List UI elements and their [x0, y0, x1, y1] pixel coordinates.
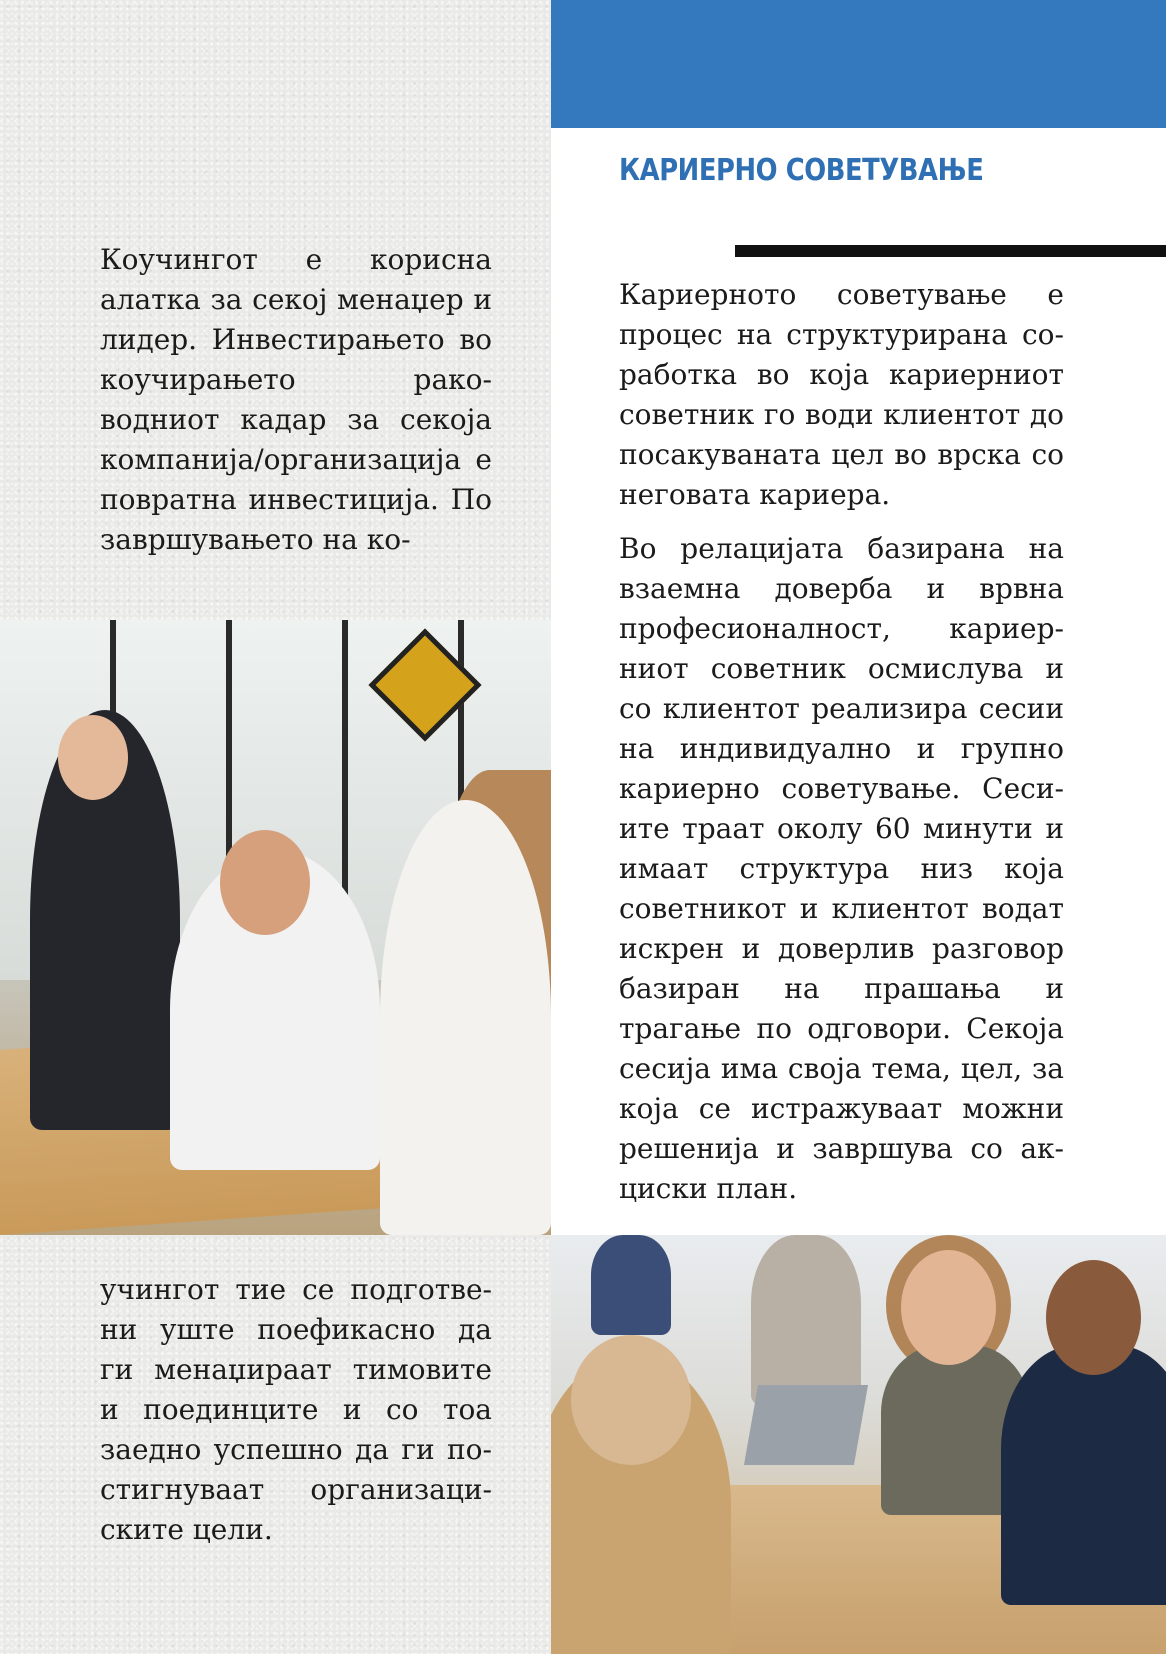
right-paragraph-1: Кариерното советување е процес на структурирана соработка во која кариерниот советник го води клиентот до посакуваната цел во врска со неговата кариера. [619, 278, 1064, 511]
group-discussion-photo [551, 1235, 1166, 1654]
left-column-text-top [100, 240, 492, 560]
left-column-text-bottom [100, 1270, 492, 1550]
left-paragraph-bottom: учингот тие се подготвени уште поефикасно да ги менаџираат тимовите и поединците и со тоа заедно успешно да ги постигнуваат организациските цели. [100, 1273, 492, 1546]
office-meeting-photo [0, 620, 551, 1235]
blue-header-band [551, 0, 1166, 128]
left-paragraph-top: Коучингот е корисна алатка за секој менаџер и лидер. Инвестирањето во коучирањето раководниот кадар за секоја компанија/организација е повратна инвестиција. По завршувањето на ко- [100, 243, 492, 556]
section-heading: КАРИЕРНО СОВЕТУВАЊЕ [619, 153, 984, 188]
heading-underline-rule [735, 245, 1166, 257]
right-paragraph-2: Во релацијата базирана на взаемна доверба и врвна професионалност, кариерниот советник осмислува и со клиентот реализира сесии на индивидуално и групно кариерно советување. Сесиите траат околу 60 минути и имаат структура низ која советникот и клиентот водат искрен и доверлив разговор базиран на прашања и трагање по одговори. Секоја сесија има своја тема, цел, за која се истражуваат можни решенија и завршува со акциски план. [619, 532, 1064, 1205]
right-column-text [619, 275, 1064, 1209]
